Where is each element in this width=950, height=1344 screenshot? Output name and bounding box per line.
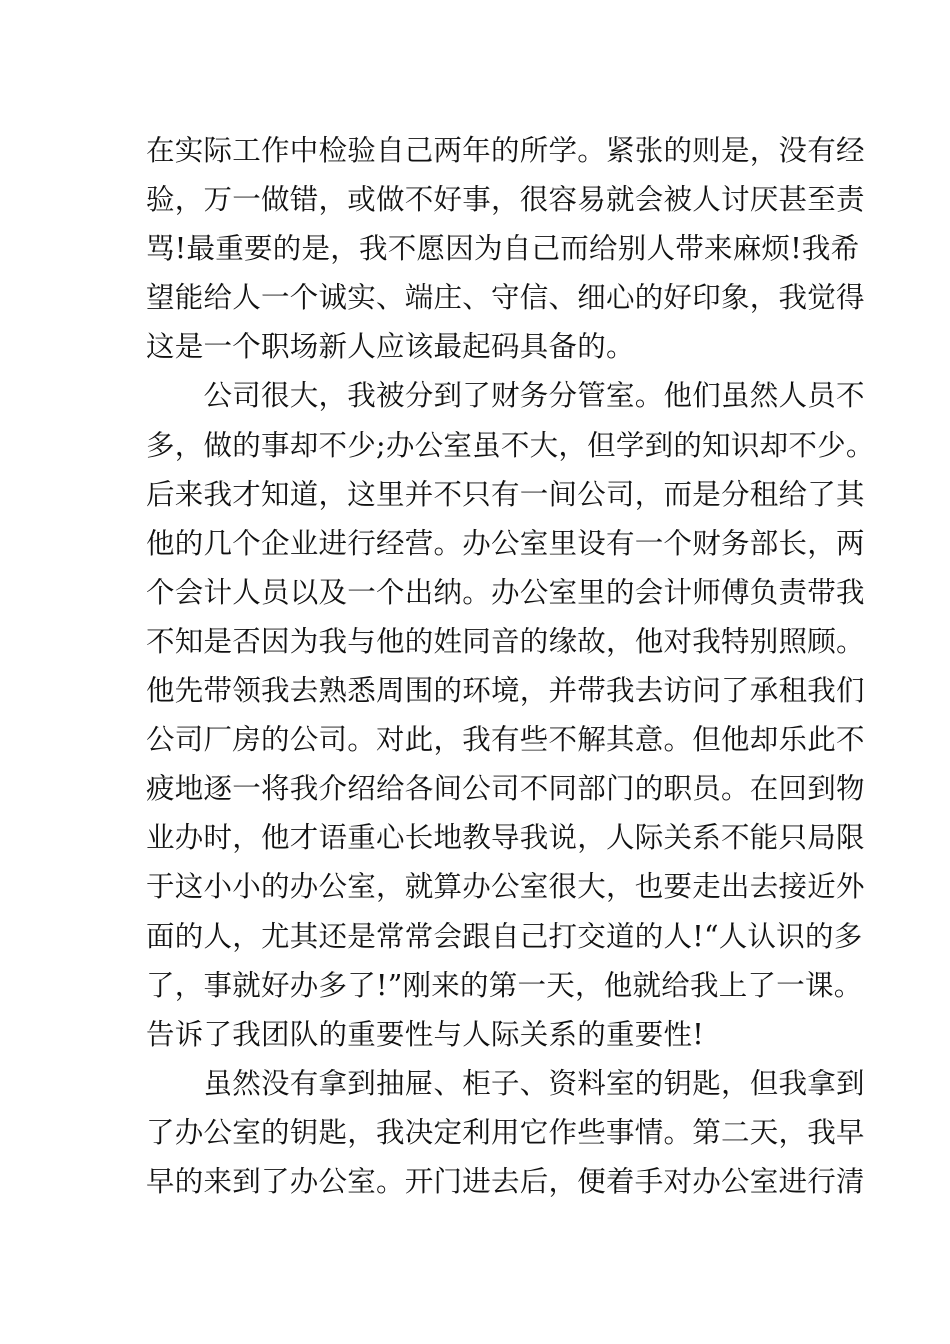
text-line-13: 公司厂房的公司。对此，我有些不解其意。但他却乐此不: [146, 723, 865, 757]
text-line-4: 望能给人一个诚实、端庄、守信、细心的好印象，我觉得: [146, 281, 865, 315]
body-text: [146, 126, 875, 1206]
text-line-19: 告诉了我团队的重要性与人际关系的重要性!: [146, 1017, 704, 1051]
text-line-18: 了，事就好办多了!”刚来的第一天，他就给我上了一课。: [146, 968, 863, 1002]
text-line-8: 后来我才知道，这里并不只有一间公司，而是分租给了其: [146, 477, 865, 511]
text-line-20: 虽然没有拿到抽屉、柜子、资料室的钥匙，但我拿到: [146, 1066, 865, 1100]
text-line-9: 他的几个企业进行经营。办公室里设有一个财务部长，两: [146, 526, 865, 560]
text-line-15: 业办时，他才语重心长地教导我说，人际关系不能只局限: [146, 821, 865, 855]
text-line-22: 早的来到了办公室。开门进去后，便着手对办公室进行清: [146, 1164, 865, 1198]
text-line-12: 他先带领我去熟悉周围的环境，并带我去访问了承租我们: [146, 674, 865, 708]
text-line-6: 公司很大，我被分到了财务分管室。他们虽然人员不: [146, 379, 865, 413]
text-line-2: 验，万一做错，或做不好事，很容易就会被人讨厌甚至责: [146, 183, 865, 217]
text-line-17: 面的人，尤其还是常常会跟自己打交道的人!“人认识的多: [146, 919, 863, 953]
text-line-11: 不知是否因为我与他的姓同音的缘故，他对我特别照顾。: [146, 624, 865, 658]
text-line-10: 个会计人员以及一个出纳。办公室里的会计师傅负责带我: [146, 575, 865, 609]
text-line-7: 多，做的事却不少;办公室虽不大，但学到的知识却不少。: [146, 428, 875, 462]
text-line-1: 在实际工作中检验自己两年的所学。紧张的则是，没有经: [146, 134, 865, 167]
text-line-5: 这是一个职场新人应该最起码具备的。: [146, 330, 635, 364]
text-line-14: 疲地逐一将我介绍给各间公司不同部门的职员。在回到物: [146, 772, 865, 806]
text-line-16: 于这小小的办公室，就算办公室很大，也要走出去接近外: [146, 870, 865, 904]
text-line-21: 了办公室的钥匙，我决定利用它作些事情。第二天，我早: [146, 1115, 865, 1149]
text-line-3: 骂!最重要的是，我不愿因为自己而给别人带来麻烦!我希: [146, 232, 860, 266]
